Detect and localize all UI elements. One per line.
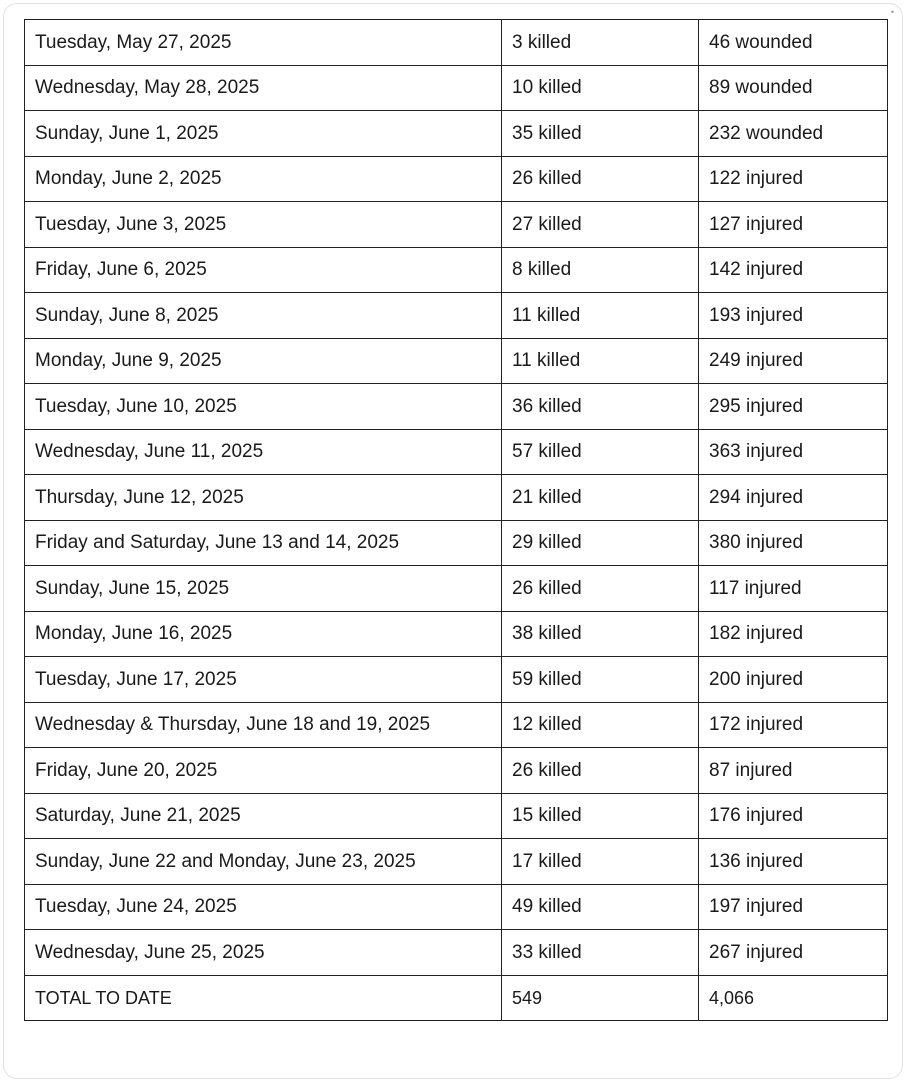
date-cell: Sunday, June 1, 2025 (25, 111, 502, 157)
killed-cell: 21 killed (502, 475, 699, 521)
table-row (25, 748, 888, 794)
killed-cell: 36 killed (502, 384, 699, 430)
date-cell: Sunday, June 8, 2025 (25, 293, 502, 339)
killed-cell: 35 killed (502, 111, 699, 157)
date-cell: Thursday, June 12, 2025 (25, 475, 502, 521)
killed-cell: 26 killed (502, 156, 699, 202)
injured-cell: 136 injured (699, 839, 888, 885)
total-killed: 549 (502, 975, 699, 1021)
date-cell: Friday, June 20, 2025 (25, 748, 502, 794)
date-cell: Tuesday, June 17, 2025 (25, 657, 502, 703)
killed-cell: 11 killed (502, 293, 699, 339)
date-cell: Tuesday, May 27, 2025 (25, 20, 502, 66)
table-row (25, 520, 888, 566)
date-cell: Wednesday, June 11, 2025 (25, 429, 502, 475)
table-row (25, 247, 888, 293)
injured-cell: 295 injured (699, 384, 888, 430)
injured-cell: 193 injured (699, 293, 888, 339)
injured-cell: 172 injured (699, 702, 888, 748)
table-row (25, 65, 888, 111)
table-row (25, 156, 888, 202)
injured-cell: 182 injured (699, 611, 888, 657)
table-row (25, 566, 888, 612)
date-cell: Friday, June 6, 2025 (25, 247, 502, 293)
date-cell: Wednesday, May 28, 2025 (25, 65, 502, 111)
date-cell: Tuesday, June 10, 2025 (25, 384, 502, 430)
injured-cell: 142 injured (699, 247, 888, 293)
total-injured: 4,066 (699, 975, 888, 1021)
injured-cell: 176 injured (699, 793, 888, 839)
killed-cell: 11 killed (502, 338, 699, 384)
date-cell: Tuesday, June 24, 2025 (25, 884, 502, 930)
killed-cell: 17 killed (502, 839, 699, 885)
total-label: TOTAL TO DATE (25, 975, 502, 1021)
injured-cell: 127 injured (699, 202, 888, 248)
table-row (25, 884, 888, 930)
date-cell: Monday, June 9, 2025 (25, 338, 502, 384)
date-cell: Wednesday & Thursday, June 18 and 19, 2025 (25, 702, 502, 748)
killed-cell: 38 killed (502, 611, 699, 657)
casualty-table (24, 19, 888, 1021)
table-row (25, 338, 888, 384)
killed-cell: 57 killed (502, 429, 699, 475)
injured-cell: 200 injured (699, 657, 888, 703)
injured-cell: 117 injured (699, 566, 888, 612)
table-row (25, 20, 888, 66)
table-row (25, 657, 888, 703)
date-cell: Wednesday, June 25, 2025 (25, 930, 502, 976)
injured-cell: 380 injured (699, 520, 888, 566)
injured-cell: 89 wounded (699, 65, 888, 111)
injured-cell: 267 injured (699, 930, 888, 976)
killed-cell: 29 killed (502, 520, 699, 566)
table-row (25, 839, 888, 885)
date-cell: Tuesday, June 3, 2025 (25, 202, 502, 248)
injured-cell: 197 injured (699, 884, 888, 930)
injured-cell: 294 injured (699, 475, 888, 521)
date-cell: Friday and Saturday, June 13 and 14, 2025 (25, 520, 502, 566)
killed-cell: 26 killed (502, 748, 699, 794)
date-cell: Monday, June 16, 2025 (25, 611, 502, 657)
table-row (25, 202, 888, 248)
killed-cell: 15 killed (502, 793, 699, 839)
table-row (25, 475, 888, 521)
killed-cell: 33 killed (502, 930, 699, 976)
table-row (25, 930, 888, 976)
injured-cell: 363 injured (699, 429, 888, 475)
table-row (25, 111, 888, 157)
table-row (25, 429, 888, 475)
date-cell: Monday, June 2, 2025 (25, 156, 502, 202)
injured-cell: 122 injured (699, 156, 888, 202)
killed-cell: 59 killed (502, 657, 699, 703)
injured-cell: 87 injured (699, 748, 888, 794)
table-row (25, 293, 888, 339)
date-cell: Saturday, June 21, 2025 (25, 793, 502, 839)
killed-cell: 3 killed (502, 20, 699, 66)
date-cell: Sunday, June 22 and Monday, June 23, 2025 (25, 839, 502, 885)
injured-cell: 249 injured (699, 338, 888, 384)
total-row (25, 975, 888, 1021)
killed-cell: 26 killed (502, 566, 699, 612)
killed-cell: 10 killed (502, 65, 699, 111)
injured-cell: 46 wounded (699, 20, 888, 66)
table-row (25, 611, 888, 657)
killed-cell: 49 killed (502, 884, 699, 930)
injured-cell: 232 wounded (699, 111, 888, 157)
killed-cell: 12 killed (502, 702, 699, 748)
killed-cell: 27 killed (502, 202, 699, 248)
table-row (25, 702, 888, 748)
table-row (25, 384, 888, 430)
table-row (25, 793, 888, 839)
killed-cell: 8 killed (502, 247, 699, 293)
table-body (25, 20, 888, 1021)
corner-mark-icon: • (890, 7, 894, 17)
date-cell: Sunday, June 15, 2025 (25, 566, 502, 612)
